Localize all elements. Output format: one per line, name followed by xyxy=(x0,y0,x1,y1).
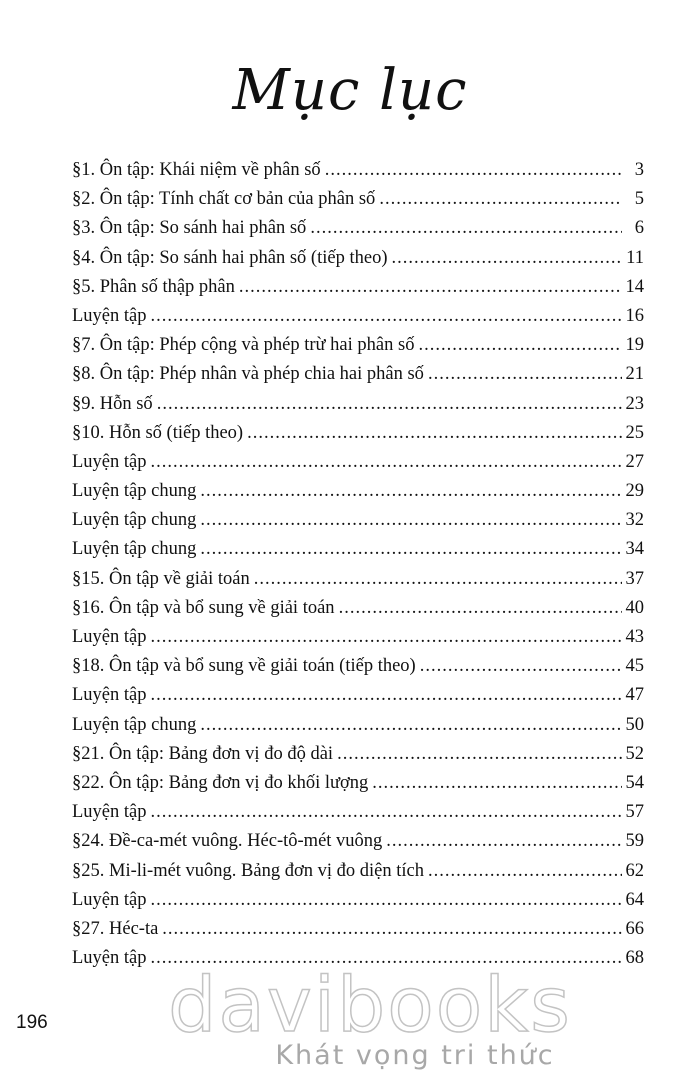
toc-entry-title: Luyện tập xyxy=(72,451,147,472)
toc-entry xyxy=(72,919,644,948)
toc-entry-page: 16 xyxy=(625,305,644,326)
toc-leader-dots xyxy=(386,831,622,852)
toc-entry-page: 57 xyxy=(625,802,644,823)
toc-entry xyxy=(72,218,644,247)
toc-entry-title: §8. Ôn tập: Phép nhân và phép chia hai phân số xyxy=(72,364,424,385)
toc-leader-dots xyxy=(200,510,622,531)
table-of-contents xyxy=(72,160,644,977)
toc-entry-page: 62 xyxy=(625,860,644,881)
toc-entry xyxy=(72,394,644,423)
toc-leader-dots xyxy=(325,160,622,181)
toc-leader-dots xyxy=(151,306,623,327)
toc-entry xyxy=(72,831,644,860)
toc-leader-dots xyxy=(162,919,622,940)
toc-entry-title: §1. Ôn tập: Khái niệm về phân số xyxy=(72,160,321,180)
toc-entry-title: Luyện tập chung xyxy=(72,714,197,735)
toc-entry-page: 32 xyxy=(625,510,644,531)
toc-leader-dots xyxy=(310,218,622,239)
watermark-tagline: Khát vọng tri thức xyxy=(275,1040,555,1071)
toc-entry-page: 27 xyxy=(625,451,644,472)
toc-entry xyxy=(72,598,644,627)
toc-entry-title: §7. Ôn tập: Phép cộng và phép trừ hai phân số xyxy=(72,335,415,356)
toc-entry xyxy=(72,423,644,452)
toc-entry xyxy=(72,248,644,277)
toc-entry xyxy=(72,306,644,335)
toc-entry-page: 47 xyxy=(625,685,644,706)
toc-leader-dots xyxy=(337,744,622,765)
toc-entry xyxy=(72,189,644,218)
toc-entry-title: Luyện tập xyxy=(72,948,147,969)
toc-entry-page: 40 xyxy=(625,597,644,618)
toc-entry-page: 54 xyxy=(625,772,644,793)
toc-entry-title: Luyện tập xyxy=(72,889,147,910)
toc-leader-dots xyxy=(379,189,622,210)
toc-entry-page: 11 xyxy=(626,247,644,268)
toc-entry xyxy=(72,861,644,890)
toc-entry xyxy=(72,744,644,773)
toc-entry xyxy=(72,364,644,393)
toc-entry-page: 3 xyxy=(634,160,644,180)
toc-entry-title: §18. Ôn tập và bổ sung về giải toán (tiếp theo) xyxy=(72,656,416,677)
toc-leader-dots xyxy=(428,364,622,385)
toc-entry-title: §16. Ôn tập và bổ sung về giải toán xyxy=(72,597,335,618)
toc-entry-title: §15. Ôn tập về giải toán xyxy=(72,568,250,589)
toc-entry xyxy=(72,715,644,744)
toc-entry xyxy=(72,773,644,802)
toc-entry-page: 59 xyxy=(625,831,644,852)
toc-entry-title: §3. Ôn tập: So sánh hai phân số xyxy=(72,218,307,239)
toc-entry-title: §2. Ôn tập: Tính chất cơ bản của phân số xyxy=(72,189,376,210)
toc-entry-page: 64 xyxy=(625,889,644,910)
toc-entry-title: Luyện tập xyxy=(72,305,147,326)
toc-leader-dots xyxy=(157,394,622,415)
toc-leader-dots xyxy=(420,656,622,677)
toc-entry-page: 6 xyxy=(634,218,644,239)
toc-entry-page: 5 xyxy=(634,189,644,210)
toc-entry-title: Luyện tập chung xyxy=(72,481,197,502)
toc-entry-page: 52 xyxy=(625,743,644,764)
toc-entry xyxy=(72,539,644,568)
toc-entry-page: 21 xyxy=(625,364,644,385)
toc-entry xyxy=(72,569,644,598)
toc-leader-dots xyxy=(247,423,622,444)
toc-entry xyxy=(72,685,644,714)
toc-entry-page: 23 xyxy=(625,393,644,414)
toc-leader-dots xyxy=(200,539,622,560)
toc-entry-title: Luyện tập xyxy=(72,685,147,706)
toc-leader-dots xyxy=(200,481,622,502)
toc-entry-title: §25. Mi-li-mét vuông. Bảng đơn vị đo diện tích xyxy=(72,860,424,881)
toc-entry xyxy=(72,160,644,189)
toc-leader-dots xyxy=(339,598,622,619)
toc-entry-page: 37 xyxy=(625,568,644,589)
toc-entry-title: Luyện tập chung xyxy=(72,539,197,560)
toc-entry-title: Luyện tập xyxy=(72,627,147,647)
toc-entry xyxy=(72,890,644,919)
toc-entry-title: §27. Héc-ta xyxy=(72,918,159,939)
toc-entry-page: 34 xyxy=(625,539,644,560)
toc-entry-page: 66 xyxy=(625,918,644,939)
toc-entry-page: 68 xyxy=(625,948,644,969)
toc-leader-dots xyxy=(428,861,622,882)
toc-entry xyxy=(72,277,644,306)
toc-entry-title: §24. Đề-ca-mét vuông. Héc-tô-mét vuông xyxy=(72,831,383,852)
toc-leader-dots xyxy=(239,277,622,298)
toc-entry xyxy=(72,510,644,539)
toc-entry-title: §9. Hỗn số xyxy=(72,393,153,414)
toc-leader-dots xyxy=(151,452,623,473)
toc-entry-title: §10. Hỗn số (tiếp theo) xyxy=(72,422,244,443)
page-number: 196 xyxy=(16,1012,48,1033)
toc-leader-dots xyxy=(151,627,623,648)
toc-entry-page: 19 xyxy=(625,335,644,356)
toc-leader-dots xyxy=(151,890,623,911)
toc-leader-dots xyxy=(418,335,622,356)
toc-entry-page: 50 xyxy=(625,714,644,735)
toc-leader-dots xyxy=(372,773,622,794)
toc-entry-page: 25 xyxy=(625,422,644,443)
toc-entry-title: §4. Ôn tập: So sánh hai phân số (tiếp theo) xyxy=(72,247,388,268)
toc-leader-dots xyxy=(254,569,622,590)
watermark-brand: davibooks xyxy=(168,960,572,1049)
toc-entry-page: 14 xyxy=(625,276,644,297)
toc-leader-dots xyxy=(151,802,623,823)
toc-entry xyxy=(72,656,644,685)
toc-entry xyxy=(72,802,644,831)
toc-entry-page: 29 xyxy=(625,481,644,502)
toc-leader-dots xyxy=(391,248,622,269)
toc-entry xyxy=(72,452,644,481)
toc-entry-page: 45 xyxy=(625,656,644,677)
toc-entry xyxy=(72,481,644,510)
toc-entry-page: 43 xyxy=(625,627,644,647)
toc-entry-title: Luyện tập xyxy=(72,802,147,823)
toc-entry-title: §5. Phân số thập phân xyxy=(72,276,235,297)
toc-leader-dots xyxy=(151,685,623,706)
toc-entry-title: §21. Ôn tập: Bảng đơn vị đo độ dài xyxy=(72,743,334,764)
toc-entry xyxy=(72,627,644,656)
toc-entry xyxy=(72,335,644,364)
toc-entry-title: Luyện tập chung xyxy=(72,510,197,531)
toc-entry-title: §22. Ôn tập: Bảng đơn vị đo khối lượng xyxy=(72,772,369,793)
toc-leader-dots xyxy=(200,715,622,736)
page-title: Mục lục xyxy=(232,58,468,123)
